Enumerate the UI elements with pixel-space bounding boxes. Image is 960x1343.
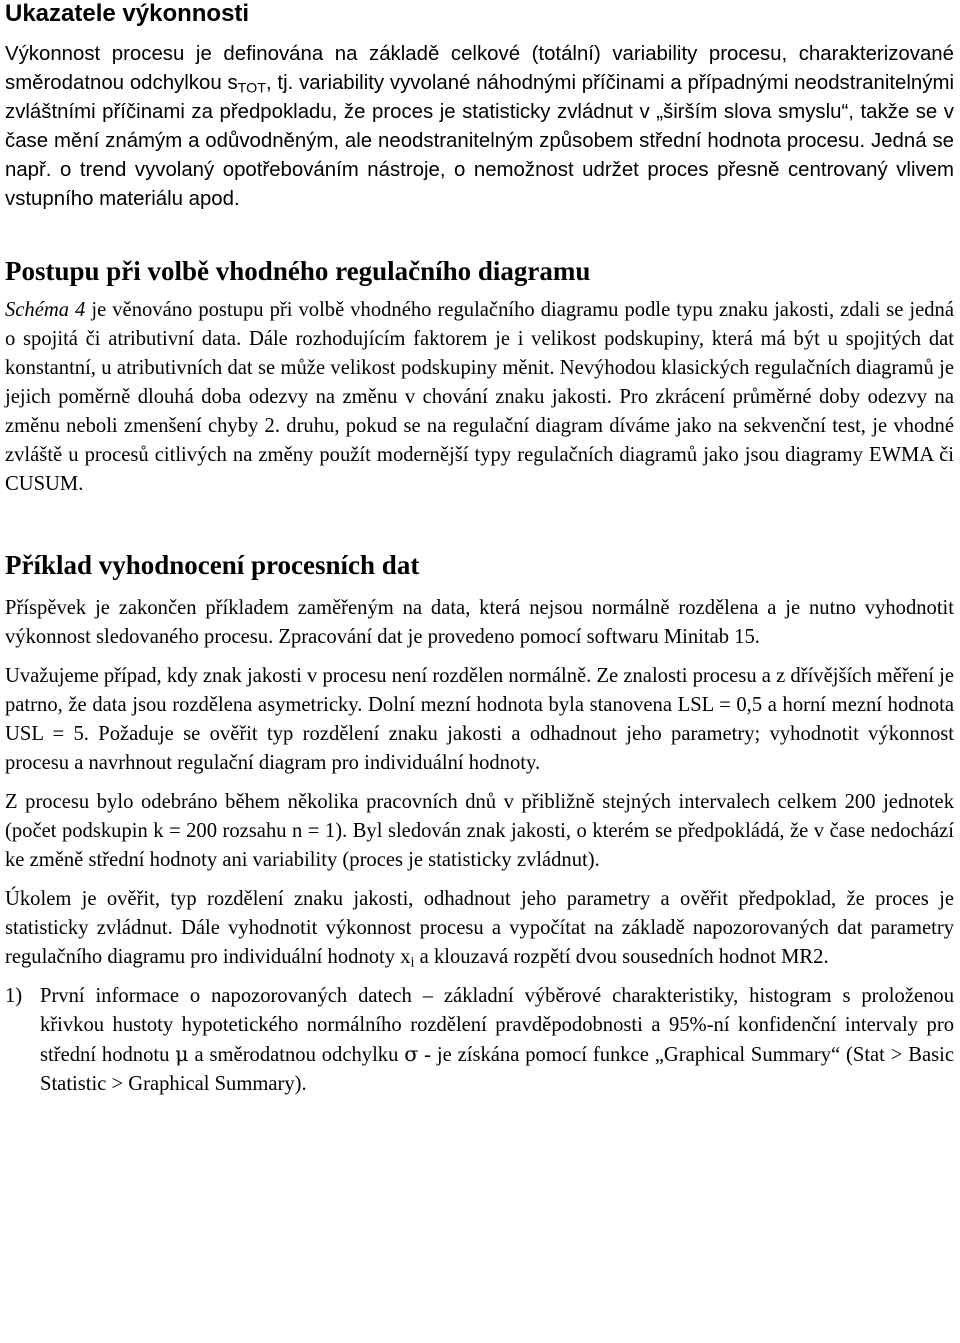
paragraph-chart-selection xyxy=(5,296,954,499)
text-run: a klouzavá rozpětí dvou sousedních hodnot MR2. xyxy=(414,946,829,968)
text-run: , tj. variability vyvolané náhodnými příčinami a případnými neodstranitelnými zvláštními příčinami za předpokladu, že proces je statisticky zvládnut v „širším slova smyslu“, takže se v čase mění známým a odůvodněným, ale neodstranitelným způsobem střední hodnota procesu. Jedná se např. o trend vyvolaný opotřebováním nástroje, o nemožnost udržet proces přesně centrovaný vlivem vstupního materiálu apod. xyxy=(5,72,954,210)
paragraph-performance-definition xyxy=(5,40,954,214)
list-item xyxy=(5,982,954,1099)
sigma-symbol: σ xyxy=(404,1042,419,1066)
subscript: TOT xyxy=(237,80,266,97)
paragraph-example-sampling: Z procesu bylo odebráno během několika pracovních dnů v přibližně stejných intervalech celkem 200 jednotek (počet podskupin k = 200 rozsahu n = 1). Byl sledován znak jakosti, o kterém se předpokládá, že v čase nedochází ke změně střední hodnoty ani variability (proces je statisticky zvládnut). xyxy=(5,791,954,871)
text-run: je věnováno postupu při volbě vhodného regulačního diagramu podle typu znaku jakosti, zdali se jedná o spojitá či atributivní data. Dále rozhodujícím faktorem je i velikost podskupiny, která má být u spojitých dat konstantní, u atributivních dat se může velikost podskupiny měnit. Nevýhodou klasických regulačních diagramů je jejich poměrně dlouhá doba odezvy na změnu v chování znaku jakosti. Pro zkrácení průměrné doby odezvy na změnu neboli zmenšení chyby 2. druhu, pokud se na regulační diagram díváme jako na sekvenční test, je vhodné zvláště u procesů citlivých na změny použít modernější typy regulačních diagramů jako jsou diagramy EWMA či CUSUM. xyxy=(5,299,954,495)
text-run: Úkolem je ověřit, typ rozdělení znaku jakosti, odhadnout jeho parametry a ověřit předpoklad, že proces je statisticky zvládnut. Dále vyhodnotit výkonnost procesu a vypočítat na základě napozorovaných dat parametry regulačního diagramu pro individuální hodnoty x xyxy=(5,888,954,968)
list-item-number: 1) xyxy=(5,985,23,1007)
section-title-example: Příklad vyhodnocení procesních dat xyxy=(5,550,420,580)
paragraph-example-case: Uvažujeme případ, kdy znak jakosti v procesu není rozdělen normálně. Ze znalosti procesu a z dřívějších měření je patrno, že data jsou rozdělena asymetricky. Dolní mezní hodnota byla stanovena LSL = 0,5 a horní mezní hodnota USL = 5. Požaduje se ověřit typ rozdělení znaku jakosti a odhadnout jeho parametry; vyhodnotit výkonnost procesu a navrhnout regulační diagram pro individuální hodnoty. xyxy=(5,665,954,774)
section-title-performance-indicators: Ukazatele výkonnosti xyxy=(5,0,250,27)
text-run: První informace o napozorovaných datech – základní výběrové charakteristiky, histogram s proloženou křivkou hustoty hypotetického normálního rozdělení pravděpodobnosti a 95%-ní konfidenční intervaly pro střední hodnotu xyxy=(40,985,954,1066)
subscript: i xyxy=(410,954,415,971)
numbered-list xyxy=(5,982,954,1099)
mu-symbol: μ xyxy=(175,1042,189,1066)
emphasis-scheme-reference: Schéma 4 xyxy=(5,299,86,321)
paragraph-example-task xyxy=(5,885,954,972)
text-run: - je získána pomocí funkce „Graphical Summary“ (Stat > Basic Statistic > Graphical Summary). xyxy=(40,1044,954,1095)
text-run: Výkonnost procesu je definována na základě celkové (totální) variability procesu, charakterizované směrodatnou odchylkou s xyxy=(5,43,954,94)
section-title-chart-selection: Postupu při volbě vhodného regulačního diagramu xyxy=(5,256,591,286)
text-run: a směrodatnou odchylku xyxy=(188,1044,405,1066)
paragraph-example-intro: Příspěvek je zakončen příkladem zaměřeným na data, která nejsou normálně rozdělena a je nutno vyhodnotit výkonnost sledovaného procesu. Zpracování dat je provedeno pomocí softwaru Minitab 15. xyxy=(5,597,954,648)
